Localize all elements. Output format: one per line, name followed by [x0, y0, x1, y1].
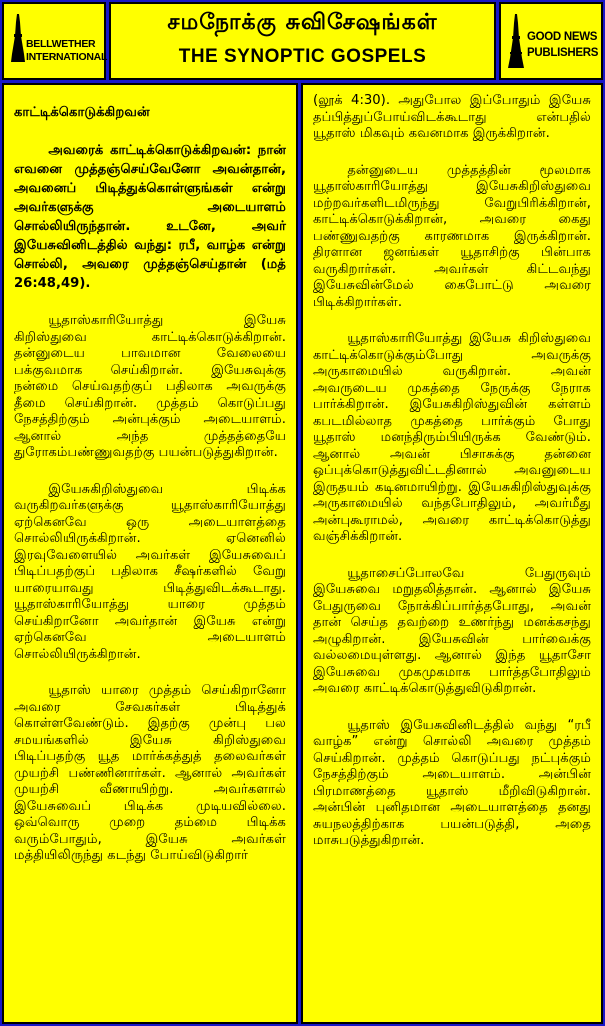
left-column — [2, 83, 298, 1024]
paragraph: யூதாஸ்காரியோத்து இயேசு கிறிஸ்துவை காட்டிக்கொடுக்கும்போது அவருக்கு அருகாமையில் வருகிறான். அவன் அவருடைய முகத்தை நேருக்கு நேராக பார்க்கிறான். இயேசுகிறிஸ்துவின் கள்ளம் கபடமில்லாத முகத்தை பார்க்கும் போது யூதாஸ் மனந்திரும்பியிருக்க வேண்டும். ஆனால் அவன் பிசாசுக்கு தன்னை ஒப்புக்கொடுத்துவிட்டதினால் அவனுடைய இருதயம் கடினமாயிற்று. இயேசுகிறிஸ்துவுக்கு அருகாமையில் வந்தபோதிலும், அவர்மீது அன்புகூராமல், அவரை காட்டிக்கொடுத்து வஞ்சிக்கிறான். — [313, 331, 591, 544]
paragraph: யூதாஸ் யாரை முத்தம் செய்கிறானோ அவரை சேவகர்கள் பிடித்துக் கொள்ளவேண்டும். இதற்கு முன்பு பல சமயங்களில் இயேசு கிறிஸ்துவை பிடிப்பதற்கு யூத மார்க்கத்துத் தலைவர்கள் முயற்சி பண்ணினார்கள். ஆனால் அவர்கள் முயற்சி வீணாயிற்று. அவர்களால் இயேசுவைப் பிடிக்க முடியவில்லை. ஒவ்வொரு முறை தம்மை பிடிக்க வரும்போதும், இயேசு அவர்கள் மத்தியிலிருந்து கடந்து போய்விடுகிறார் — [14, 683, 286, 863]
logo-right-line1: GOOD NEWS — [527, 31, 598, 43]
section-heading: காட்டிக்கொடுக்கிறவன் — [14, 105, 150, 120]
tower-icon — [10, 14, 26, 64]
title-english: THE SYNOPTIC GOSPELS — [178, 46, 427, 67]
scripture-quote: அவரைக் காட்டிக்கொடுக்கிறவன்: நான் எவனை முத்தஞ்செய்வேனோ அவன்தான், அவனைப் பிடித்துக்கொள்ளுங்கள் என்று அவர்களுக்கு அடையாளம் சொல்லியிருந்தான். உடனே, அவர் இயேசுவினிடத்தில் வந்து: ரபீ, வாழ்க என்று சொல்லி, அவரை முத்தஞ்செய்தான் (மத் 26:48,49). — [14, 143, 286, 291]
paragraph: யூதாசைப்போலவே பேதுருவும் இயேசுவை மறுதலித்தான். ஆனால் இயேசு பேதுருவை நோக்கிப்பார்த்தபோது, அவன் தான் செய்த தவற்றை உணர்ந்து மனக்கசந்து அழுகிறான். இயேசுவின் பார்வைக்கு வல்லமையுள்ளது. ஆனால் இந்த யூதாசோ இயேசுவை முகமுகமாக பார்த்தபோதிலும் அவரை காட்டிக்கொடுத்துவிடுகிறான். — [313, 565, 591, 696]
logo-left-line1: BELLWETHER — [26, 38, 96, 50]
logo-right-line2: PUBLISHERS — [527, 47, 599, 59]
paragraph: இயேசுகிறிஸ்துவை பிடிக்க வருகிறவர்களுக்கு யூதாஸ்காரியோத்து ஏற்கெனவே ஒரு அடையாளத்தை சொல்லியிருக்கிறான். ஏனெனில் இரவுவேளையில் அவர்கள் இயேசுவைப் பிடிப்பதற்குப் பதிலாக சீஷர்களில் வேறு யாரையாவது பிடித்துவிடக்கூடாது. யூதாஸ்காரியோத்து யாரை முத்தம் செய்கிறானோ அவர்தான் இயேசு என்று ஏற்கெனவே அடையாளம் சொல்லியிருக்கிறான். — [14, 481, 286, 662]
right-column — [301, 83, 603, 1024]
good-news-logo — [499, 2, 603, 80]
logo-left-line2: INTERNATIONAL — [26, 51, 108, 63]
paragraph: (லூக் 4:30). அதுபோல இப்போதும் இயேசு தப்பித்துப்போய்விடக்கூடாது என்பதில் யூதாஸ் மிகவும் கவனமாக இருக்கிறான். — [313, 93, 591, 141]
paragraph: தன்னுடைய முத்தத்தின் மூலமாக யூதாஸ்காரியோத்து இயேசுகிறிஸ்துவை மற்றவர்களிடமிருந்து வேறுபிரிக்கிறான், காட்டிக்கொடுக்கிறான், அவரை கைது பண்ணுவதற்கு காரணமாக இருக்கிறான். திரளான ஜனங்கள் யூதாசிற்கு பின்பாக வருகிறார்கள். அவர்கள் கிட்டவந்து இயேசுவின்மேல் கைபோட்டு அவரை பிடிக்கிறார்கள். — [313, 162, 591, 310]
bellwether-logo — [2, 2, 106, 80]
paragraph: யூதாஸ் இயேசுவினிடத்தில் வந்து “ரபீ வாழ்க” என்று சொல்லி அவரை முத்தம் செய்கிறான். முத்தம் கொடுப்பது நட்புக்கும் நேசத்திற்கும் அடையாளம். அன்பின் பிரமாணத்தை யூதாஸ் மீறிவிடுகிறான். அன்பின் புனிதமான அடையாளத்தை தனது சுயநலத்திற்காக பயன்படுத்தி, அதை மாசுபடுத்துகிறான். — [313, 717, 591, 848]
page-header — [109, 2, 496, 80]
tower-icon — [507, 14, 525, 70]
title-tamil: சமநோக்கு சுவிசேஷங்கள் — [167, 10, 438, 35]
paragraph: யூதாஸ்காரியோத்து இயேசு கிறிஸ்துவை காட்டிக்கொடுக்கிறான். தன்னுடைய பாவமான வேலையை பக்குவமாக செய்கிறான். இயேசுவுக்கு நன்மை செய்வதற்குப் பதிலாக அவருக்கு தீமை செய்கிறான். முத்தம் கொடுப்பது நேசத்திற்கும் அன்புக்கும் அடையாளம். ஆனால் அந்த முத்தத்தையே துரோகம்பண்ணுவதற்கு பயன்படுத்துகிறான். — [14, 313, 286, 460]
